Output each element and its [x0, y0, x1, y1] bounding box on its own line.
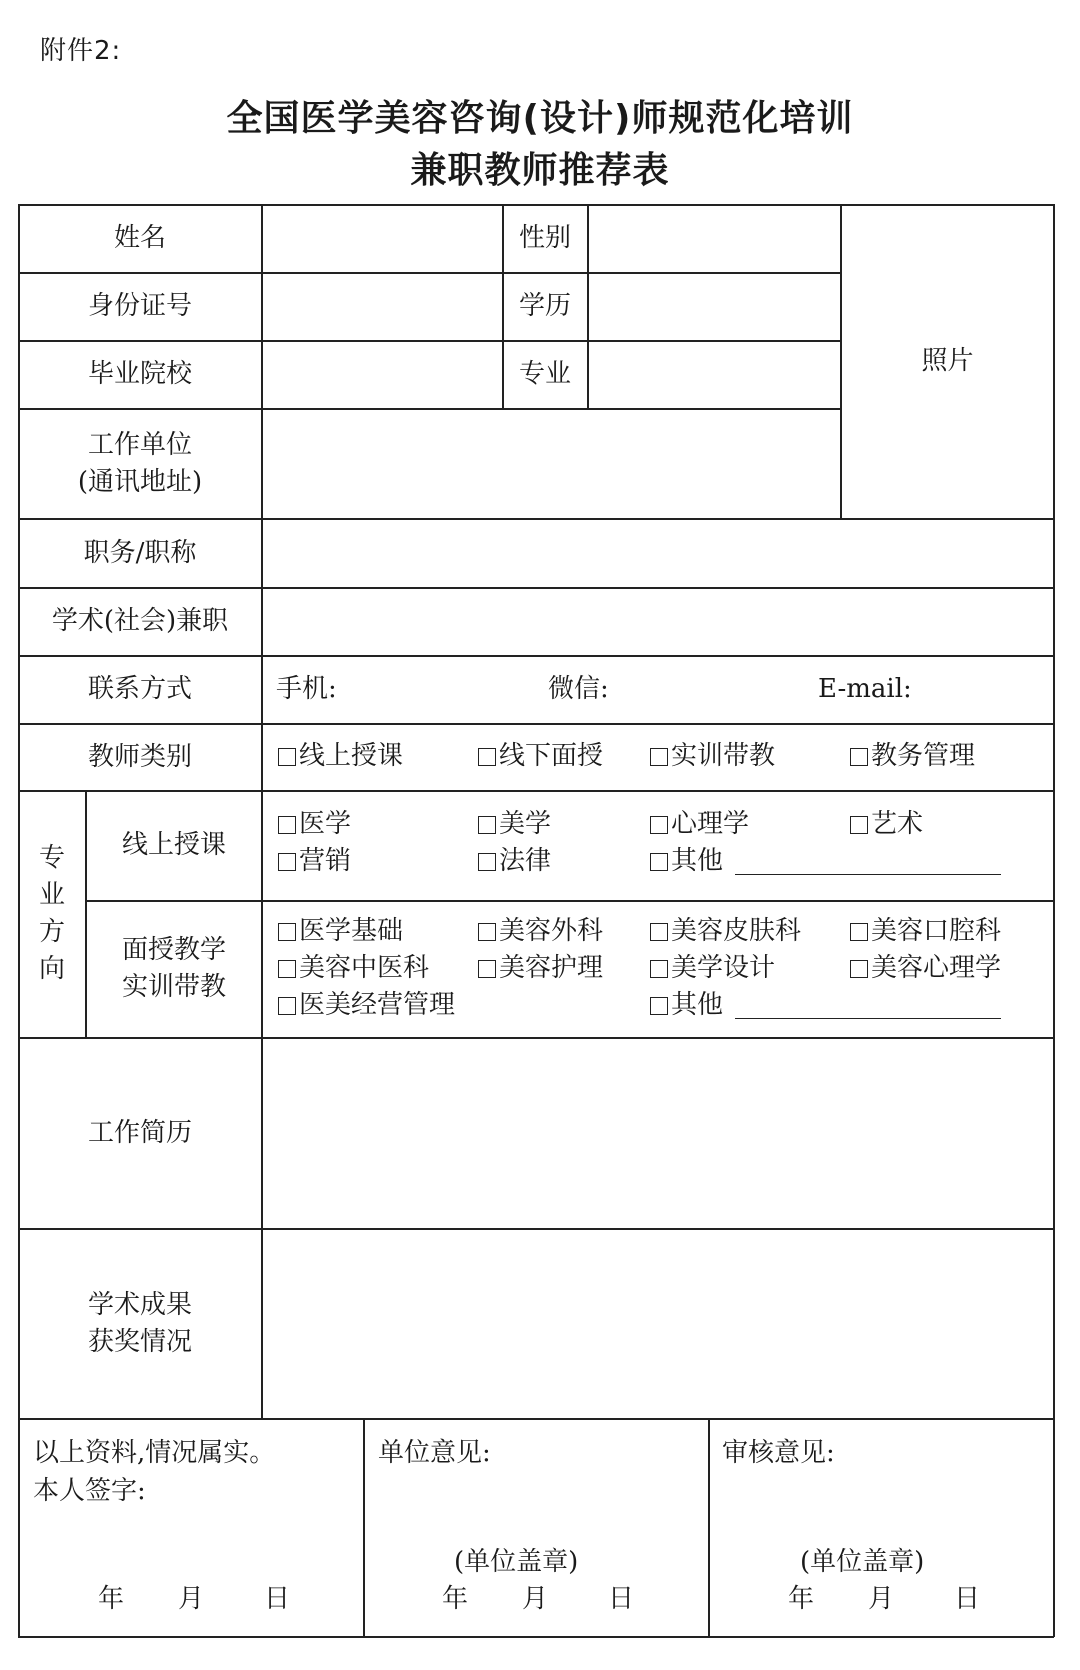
offline-option[interactable]: 美学设计 — [650, 953, 775, 983]
offline-option[interactable]: 医学基础 — [278, 916, 403, 946]
date-year: 年 — [442, 1584, 469, 1614]
online-option[interactable]: 营销 — [278, 846, 351, 876]
checkbox[interactable] — [650, 853, 668, 871]
online-option-other[interactable]: 其他 — [650, 846, 1001, 876]
checkbox[interactable] — [650, 816, 668, 834]
checkbox[interactable] — [278, 923, 296, 941]
name-label: 姓名 — [113, 223, 166, 253]
date-year: 年 — [788, 1584, 815, 1614]
form-title-line1: 全国医学美容咨询(设计)师规范化培训 — [226, 98, 854, 139]
unit-opinion-label[interactable]: 单位意见: — [378, 1438, 491, 1468]
contact-label: 联系方式 — [87, 674, 192, 704]
date-year: 年 — [98, 1584, 125, 1614]
offline-option-other[interactable]: 其他 — [650, 990, 1001, 1020]
col-line — [363, 1418, 365, 1637]
checkbox[interactable] — [278, 816, 296, 834]
col-line — [708, 1418, 710, 1637]
border-bottom — [18, 1636, 1054, 1638]
id-number-label: 身份证号 — [87, 291, 192, 321]
academic-label: 学术(社会)兼职 — [51, 606, 229, 636]
teacher-type-option[interactable]: 教务管理 — [850, 741, 975, 771]
date-month: 月 — [868, 1584, 895, 1614]
offline-option[interactable]: 美容外科 — [478, 916, 603, 946]
checkbox[interactable] — [478, 816, 496, 834]
checkbox[interactable] — [850, 748, 868, 766]
position-field[interactable] — [263, 519, 1053, 587]
school-label: 毕业院校 — [87, 359, 192, 389]
declaration-line1: 以上资料,情况属实。 — [33, 1438, 276, 1468]
checkbox[interactable] — [850, 923, 868, 941]
teacher-type-label: 教师类别 — [87, 741, 192, 772]
online-label: 线上授课 — [121, 830, 226, 860]
signature-label[interactable]: 本人签字: — [33, 1476, 146, 1506]
checkbox[interactable] — [650, 960, 668, 978]
checkbox[interactable] — [650, 748, 668, 766]
row-line — [18, 1418, 1054, 1420]
offline-option[interactable]: 美容心理学 — [850, 953, 1001, 983]
offline-option[interactable]: 医美经营管理 — [278, 990, 455, 1020]
workplace-field[interactable] — [263, 409, 840, 518]
wechat-label[interactable]: 微信: — [548, 674, 609, 704]
date-day: 日 — [264, 1584, 291, 1614]
education-field[interactable] — [589, 273, 840, 340]
unit-stamp: (单位盖章) — [454, 1547, 579, 1577]
offline-label: 面授教学 实训带教 — [121, 935, 226, 1002]
education-label: 学历 — [518, 291, 571, 321]
online-option[interactable]: 法律 — [478, 846, 551, 876]
id-number-field[interactable] — [263, 273, 502, 340]
workplace-label-line1: 工作单位 — [87, 429, 192, 460]
review-opinion-label[interactable]: 审核意见: — [722, 1438, 835, 1468]
phone-label[interactable]: 手机: — [276, 674, 337, 704]
checkbox[interactable] — [278, 853, 296, 871]
name-field[interactable] — [263, 205, 502, 272]
online-option[interactable]: 心理学 — [650, 809, 749, 839]
resume-field[interactable] — [263, 1038, 1053, 1228]
gender-field[interactable] — [589, 205, 840, 272]
checkbox[interactable] — [478, 748, 496, 766]
checkbox[interactable] — [478, 853, 496, 871]
date-day: 日 — [608, 1584, 635, 1614]
offline-option[interactable]: 美容皮肤科 — [650, 916, 801, 946]
form-title-line2: 兼职教师推荐表 — [410, 150, 670, 191]
teacher-type-option[interactable]: 实训带教 — [650, 741, 775, 771]
resume-label: 工作简历 — [87, 1117, 192, 1148]
position-label: 职务/职称 — [83, 537, 197, 568]
checkbox[interactable] — [478, 960, 496, 978]
workplace-label-line2: (通讯地址) — [77, 466, 203, 497]
email-label[interactable]: E-mail: — [818, 674, 912, 704]
checkbox[interactable] — [278, 960, 296, 978]
teacher-type-option[interactable]: 线上授课 — [278, 741, 403, 771]
achievements-field[interactable] — [263, 1229, 1053, 1418]
online-option[interactable]: 医学 — [278, 809, 351, 839]
offline-option[interactable]: 美容中医科 — [278, 953, 429, 983]
direction-label: 专 业 方 向 — [38, 843, 65, 984]
academic-field[interactable] — [263, 588, 1053, 655]
checkbox[interactable] — [850, 816, 868, 834]
school-field[interactable] — [263, 341, 502, 408]
other-blank[interactable] — [735, 852, 1001, 875]
date-month: 月 — [178, 1584, 205, 1614]
teacher-type-option[interactable]: 线下面授 — [478, 741, 603, 771]
workplace-label — [19, 409, 261, 518]
gender-label: 性别 — [518, 223, 571, 253]
date-day: 日 — [954, 1584, 981, 1614]
checkbox[interactable] — [478, 923, 496, 941]
photo-box[interactable]: 照片 — [921, 346, 974, 376]
other-blank[interactable] — [735, 996, 1001, 1019]
attachment-label: 附件2: — [40, 36, 122, 66]
major-label: 专业 — [518, 359, 571, 389]
checkbox[interactable] — [278, 997, 296, 1015]
offline-option[interactable]: 美容口腔科 — [850, 916, 1001, 946]
offline-option[interactable]: 美容护理 — [478, 953, 603, 983]
review-stamp: (单位盖章) — [800, 1547, 925, 1577]
checkbox[interactable] — [278, 748, 296, 766]
online-option[interactable]: 艺术 — [850, 809, 923, 839]
border-right — [1053, 204, 1055, 1637]
major-field[interactable] — [589, 341, 840, 408]
achievements-label: 学术成果 获奖情况 — [87, 1289, 192, 1357]
checkbox[interactable] — [650, 997, 668, 1015]
date-month: 月 — [522, 1584, 549, 1614]
checkbox[interactable] — [650, 923, 668, 941]
online-option[interactable]: 美学 — [478, 809, 551, 839]
checkbox[interactable] — [850, 960, 868, 978]
